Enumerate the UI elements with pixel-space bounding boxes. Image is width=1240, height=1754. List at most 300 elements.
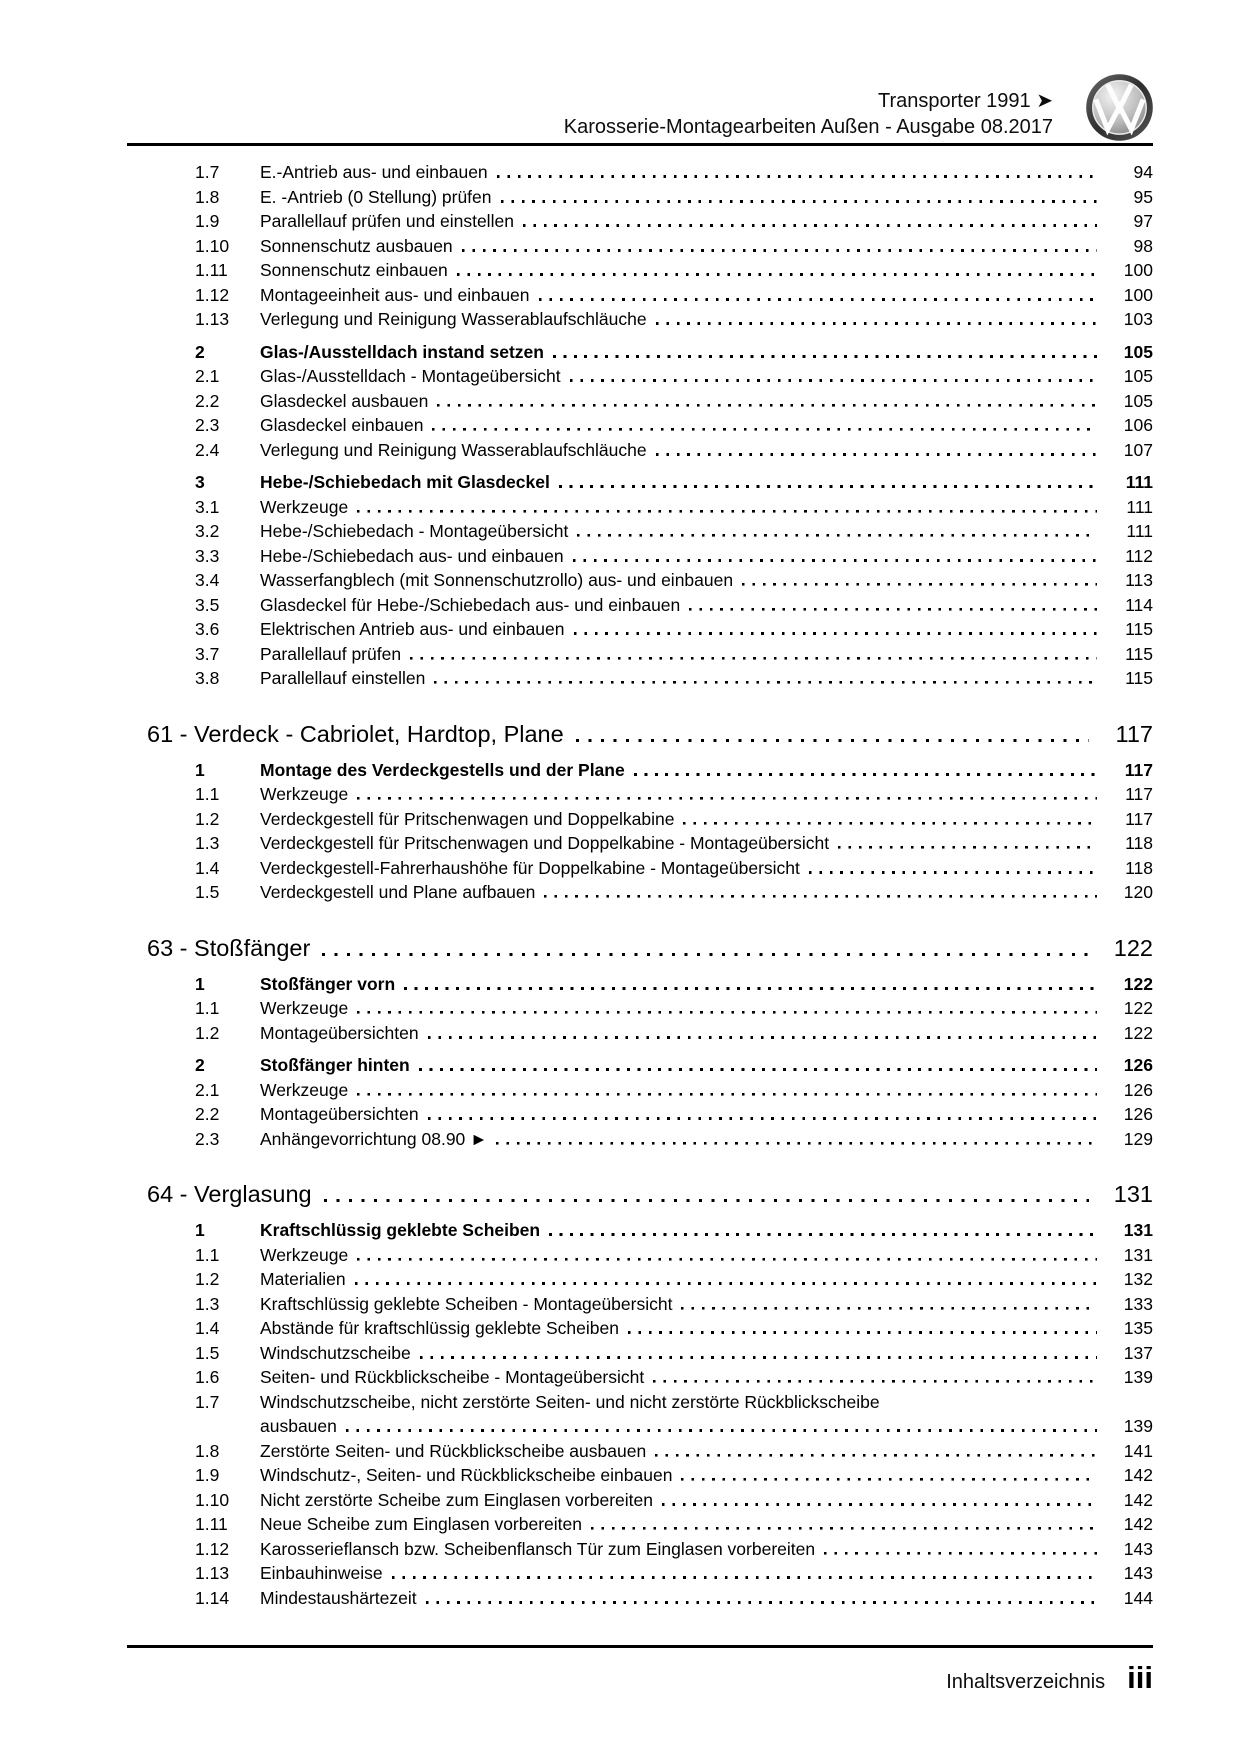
toc-entry-title: Verdeckgestell und Plane aufbauen [260,882,536,902]
dot-leader-icon [523,224,1097,227]
toc-row [127,782,1153,807]
toc-entry-title: Kraftschlüssig geklebte Scheiben - Montageübersicht [260,1293,673,1314]
toc-entry-line [260,1463,1153,1488]
dot-leader-icon [553,355,1097,358]
toc-entry-number: 1.5 [195,882,220,902]
toc-entry-line [260,996,1153,1021]
dot-leader-icon [591,1527,1097,1530]
dot-leader-icon [501,200,1097,203]
toc-entry-number: 3.1 [195,496,220,517]
toc-entry-page: 129 [1123,1128,1153,1149]
toc-entry-page: 103 [1123,309,1153,329]
toc-row [127,1243,1153,1268]
toc-entry-page: 111 [1126,496,1153,517]
dot-leader-icon [324,1199,1089,1202]
toc-entry-body [260,283,1153,308]
toc-entry-page: 94 [1133,162,1153,182]
toc-entry-page: 117 [1125,784,1153,804]
toc-entry-page: 126 [1123,1055,1153,1075]
toc-entry-number: 3.3 [195,545,220,566]
toc-entry-body [260,495,1153,520]
dot-leader-icon [838,846,1097,849]
dot-leader-icon [357,1011,1097,1014]
dot-leader-icon [457,273,1097,276]
toc-entry-line [260,1341,1153,1366]
toc-entry-body [260,1243,1153,1268]
dot-leader-icon [357,797,1097,800]
dot-leader-icon [462,249,1097,252]
toc-entry-line [260,160,1153,185]
toc-chapter-title: 61 - Verdeck - Cabriolet, Hardtop, Plane [147,720,564,747]
toc-entry-title: Seiten- und Rückblickscheibe - Montageübersicht [260,1367,645,1387]
toc-entry-line [260,1243,1153,1268]
toc-entry-title: Kraftschlüssig geklebte Scheiben [260,1220,541,1240]
toc-entry-number: 2.3 [195,1128,220,1149]
toc-entry-line [260,1053,1153,1078]
header-divider [127,143,1153,146]
toc-entry-number: 2.1 [195,366,220,386]
toc-entry-title: Sonnenschutz einbauen [260,260,448,280]
dot-leader-icon [559,485,1097,488]
dot-leader-icon [683,822,1097,825]
toc-entry-line [260,1488,1153,1513]
toc-entry-title: Einbauhinweise [260,1563,383,1583]
toc-entry-line [260,758,1153,783]
toc-entry-title: Parallellauf prüfen [260,643,402,664]
toc-entry-page: 105 [1123,341,1153,362]
toc-entry-page: 142 [1123,1489,1153,1510]
toc-row [127,519,1153,544]
toc-row [127,1053,1153,1078]
toc-entry-title: Stoßfänger vorn [260,973,396,994]
toc-entry-title: Verdeckgestell-Fahrerhaushöhe für Doppelkabine - Montageübersicht [260,857,800,878]
toc-entry-title: Hebe-/Schiebedach aus- und einbauen [260,545,564,566]
toc-entry-line [260,1021,1153,1046]
toc-row [127,470,1153,495]
toc-entry-page: 131 [1123,1244,1153,1265]
toc-row [127,972,1153,997]
toc-entry-page: 118 [1125,833,1153,853]
toc-entry-title: Verdeckgestell für Pritschenwagen und Doppelkabine - Montageübersicht [260,833,830,853]
dot-leader-icon [410,657,1097,660]
toc-row [127,1390,1153,1439]
toc-entry-line [260,593,1153,618]
toc-entry-page: 118 [1125,857,1153,878]
toc-entry-number: 1.10 [195,1489,230,1510]
toc-entry-page: 131 [1123,1220,1153,1240]
toc-entry-line [260,1127,1153,1152]
toc-entry-page: 98 [1133,235,1153,256]
toc-row [127,495,1153,520]
toc-entry-line [260,1561,1153,1586]
toc-row [127,568,1153,593]
toc-entry-title: Elektrischen Antrieb aus- und einbauen [260,619,565,639]
toc-entry-number: 1.3 [195,833,220,853]
dot-leader-icon [428,1036,1097,1039]
toc-entry-number: 1 [195,973,205,994]
toc-row [127,666,1153,691]
footer-divider [127,1645,1153,1648]
toc-entry-body [260,831,1153,856]
toc-row [127,438,1153,463]
toc-entry-number: 1.1 [195,784,220,804]
toc-entry-page: 135 [1123,1318,1153,1338]
dot-leader-icon [549,1233,1097,1236]
toc-row [127,340,1153,365]
toc-entry-line [260,307,1153,332]
toc-entry-page: 143 [1123,1538,1153,1559]
toc-entry-number: 2.4 [195,439,220,460]
dot-leader-icon [392,1576,1097,1579]
toc-entry-line [260,1512,1153,1537]
toc-entry-line [260,413,1153,438]
toc-entry-page: 137 [1123,1342,1153,1363]
footer-label: Inhaltsverzeichnis [946,1671,1106,1693]
toc-entry-body [260,1439,1153,1464]
toc-row [127,1341,1153,1366]
toc-row [127,160,1153,185]
toc-chapter-row [127,933,1153,964]
toc-row [127,258,1153,283]
toc-entry-body [260,593,1153,618]
toc-row [127,1127,1153,1152]
toc-entry-number: 1.7 [195,162,220,182]
toc-entry-body [260,1561,1153,1586]
toc-entry-number: 1.11 [195,260,228,280]
toc-entry-title: Glasdeckel für Hebe-/Schiebedach aus- und einbauen [260,594,681,615]
toc-entry-title: Werkzeuge [260,998,349,1018]
toc-entry-title-continued: ausbauen [260,1416,337,1436]
toc-entry-title: E. -Antrieb (0 Stellung) prüfen [260,186,492,207]
toc-entry-body [260,758,1153,783]
toc-entry-page: 122 [1123,973,1153,994]
toc-entry-title: Werkzeuge [260,1079,349,1100]
toc-entry-line [260,519,1153,544]
toc-entry-line [260,544,1153,569]
toc-entry-line [260,389,1153,414]
toc-entry-title: Parallellauf einstellen [260,668,426,688]
toc-row [127,1439,1153,1464]
toc-entry-page: 132 [1123,1269,1153,1289]
toc-row [127,413,1153,438]
toc-entry-title: Werkzeuge [260,496,349,517]
toc-entry-number: 3.8 [195,668,220,688]
toc-entry-page: 115 [1125,619,1153,639]
toc-entry-page: 117 [1125,808,1153,829]
toc-row [127,1267,1153,1292]
toc-entry-number: 1.8 [195,186,220,207]
toc-entry-body [260,1390,1153,1439]
toc-entry-title: Karosserieflansch bzw. Scheibenflansch Tür zum Einglasen vorbereiten [260,1538,816,1559]
toc-entry-line [260,283,1153,308]
toc-chapter-title: 63 - Stoßfänger [147,934,311,961]
toc-entry-body [260,413,1153,438]
toc-entry-title: Windschutz-, Seiten- und Rückblickscheibe einbauen [260,1465,673,1485]
toc-entry-body [260,1586,1153,1611]
toc-entry-body [260,568,1153,593]
toc-entry-number: 1.2 [195,1022,220,1043]
toc-entry-title: Anhängevorrichtung 08.90 ► [260,1128,488,1149]
toc-entry-number: 2 [195,1055,205,1075]
toc-entry-number: 1 [195,1220,205,1240]
toc-entry-title: Abstände für kraftschlüssig geklebte Scheiben [260,1318,619,1338]
toc-entry-page: 141 [1123,1440,1153,1461]
toc-entry-title: Werkzeuge [260,1244,349,1265]
toc-entry-body [260,666,1153,691]
toc-entry-number: 1.10 [195,235,230,256]
dot-leader-icon [357,510,1097,513]
dot-leader-icon [539,298,1097,301]
toc-entry-number: 1.9 [195,211,220,231]
toc-entry-title: Glas-/Ausstelldach instand setzen [260,341,544,362]
toc-entry-line [260,364,1153,389]
dot-leader-icon [681,1307,1097,1310]
toc-row [127,1463,1153,1488]
toc-entry-page: 111 [1126,521,1153,541]
toc-entry-title: Glasdeckel einbauen [260,415,424,435]
toc-entry-line [260,1316,1153,1341]
toc-entry-number: 1.12 [195,1538,230,1559]
toc-entry-body [260,1316,1153,1341]
toc-entry-page: 105 [1123,390,1153,411]
toc-row [127,364,1153,389]
toc-entry-title: Windschutzscheibe [260,1342,411,1363]
dot-leader-icon [576,739,1089,742]
page-header [127,88,1053,140]
toc-entry-line [260,617,1153,642]
toc-entry-line [260,807,1153,832]
toc-entry-title: Hebe-/Schiebedach mit Glasdeckel [260,472,550,492]
toc-entry-page: 95 [1133,186,1153,207]
toc-entry-title: Montageeinheit aus- und einbauen [260,284,530,305]
toc-entry-body [260,470,1153,495]
toc-entry-body [260,185,1153,210]
toc-entry-title: Parallellauf prüfen und einstellen [260,211,514,231]
dot-leader-icon [496,1142,1097,1145]
toc-entry-body [260,209,1153,234]
toc-entry-body [260,544,1153,569]
toc-entry-number: 1.13 [195,1563,230,1583]
toc-row [127,389,1153,414]
toc-row [127,1292,1153,1317]
toc-row [127,1021,1153,1046]
toc-entry-number: 1.2 [195,808,220,829]
toc-entry-page: 113 [1125,570,1153,590]
toc-row [127,307,1153,332]
toc-entry-line [260,856,1153,881]
toc-entry-title: Verdeckgestell für Pritschenwagen und Doppelkabine [260,808,675,829]
dot-leader-icon [742,583,1097,586]
toc-entry-line [260,340,1153,365]
dot-leader-icon [570,379,1097,382]
toc-entry-page: 115 [1125,668,1153,688]
toc-entry-page: 139 [1123,1367,1153,1387]
toc-entry-line [260,568,1153,593]
toc-entry-title: Mindestaushärtezeit [260,1587,417,1608]
toc-entry-number: 2.2 [195,1104,220,1124]
toc-entry-body [260,1365,1153,1390]
toc-row [127,1586,1153,1611]
toc-chapter-row [127,719,1153,750]
toc-row [127,209,1153,234]
toc-entry-line [260,1078,1153,1103]
toc-entry-body [260,642,1153,667]
toc-entry-body [260,996,1153,1021]
toc-entry-title: Windschutzscheibe, nicht zerstörte Seiten- und nicht zerstörte Rückblickscheibe [260,1391,880,1412]
toc-entry-number: 1 [195,759,205,780]
footer-page-number: iii [1127,1660,1153,1695]
vw-logo-icon [1083,71,1156,144]
toc-entry-number: 1.11 [195,1514,228,1534]
toc-row [127,1102,1153,1127]
dot-leader-icon [655,1454,1097,1457]
toc-entry-body [260,1078,1153,1103]
toc-row [127,1316,1153,1341]
toc-entry-page: 111 [1125,472,1153,492]
toc-entry-page: 106 [1123,415,1153,435]
dot-leader-icon [419,1068,1097,1071]
toc-entry-number: 3.6 [195,619,220,639]
toc-entry-title: Materialien [260,1269,346,1289]
dot-leader-icon [662,1503,1097,1506]
toc-entry-page: 139 [1123,1416,1153,1436]
dot-leader-icon [346,1429,1097,1432]
dot-leader-icon [432,428,1097,431]
toc-entry-line [260,1439,1153,1464]
dot-leader-icon [577,534,1097,537]
dot-leader-icon [426,1601,1097,1604]
toc-entry-page: 142 [1123,1465,1153,1485]
toc-entry-title: Glas-/Ausstelldach - Montageübersicht [260,366,561,386]
dot-leader-icon [653,1380,1097,1383]
toc-entry-title: Montageübersichten [260,1104,419,1124]
toc-row [127,617,1153,642]
toc-entry-body [260,782,1153,807]
toc-entry-line [260,1267,1153,1292]
toc-entry-line [260,666,1153,691]
toc-entry-page: 100 [1123,260,1153,280]
toc-entry-body [260,1537,1153,1562]
toc-entry-title: Verlegung und Reinigung Wasserablaufschläuche [260,439,647,460]
toc-entry-page: 126 [1123,1104,1153,1124]
toc-entry-line [260,1102,1153,1127]
toc-entry-number: 1.14 [195,1587,230,1608]
toc-entry-title-line [260,1390,1153,1415]
toc-entry-body [260,856,1153,881]
toc-chapter-title: 64 - Verglasung [147,1181,312,1207]
toc-chapter-page: 117 [1115,720,1153,747]
toc-entry-number: 1.4 [195,857,220,878]
toc-entry-number: 1.9 [195,1465,220,1485]
toc-entry-body [260,1512,1153,1537]
toc-row [127,1218,1153,1243]
toc-entry-body [260,617,1153,642]
toc-entry-body [260,1053,1153,1078]
toc-entry-body [260,1127,1153,1152]
header-doc-title: Karosserie-Montagearbeiten Außen - Ausgabe 08.2017 [563,116,1053,138]
toc-entry-number: 1.7 [195,1391,220,1412]
toc-entry-line [260,438,1153,463]
toc-entry-page: 142 [1123,1514,1153,1534]
toc-entry-number: 2.3 [195,415,220,435]
toc-entry-body [260,438,1153,463]
toc-entry-page: 143 [1123,1563,1153,1583]
toc-entry-line [260,831,1153,856]
toc-entry-body [260,519,1153,544]
toc-row [127,1078,1153,1103]
dot-leader-icon [544,895,1097,898]
toc-entry-number: 1.13 [195,309,230,329]
toc-entry-body [260,972,1153,997]
toc-row [127,234,1153,259]
toc-entry-line [260,1537,1153,1562]
toc-entry-line [260,185,1153,210]
toc-entry-body [260,234,1153,259]
toc-entry-page: 115 [1125,643,1153,664]
toc-entry-number: 2 [195,341,205,362]
dot-leader-icon [656,453,1097,456]
toc-entry-page: 105 [1123,366,1153,386]
toc-row [127,1512,1153,1537]
toc-row [127,807,1153,832]
toc-row [127,544,1153,569]
dot-leader-icon [681,1478,1097,1481]
header-model-line: Transporter 1991 ➤ [878,90,1053,112]
dot-leader-icon [689,608,1097,611]
toc-entry-line [260,880,1153,905]
toc-entry-line [260,209,1153,234]
toc-entry-page: 100 [1123,284,1153,305]
toc-entry-body [260,1267,1153,1292]
toc-entry-number: 3.7 [195,643,220,664]
dot-leader-icon [656,322,1097,325]
toc-entry-number: 3 [195,472,205,492]
toc-row [127,831,1153,856]
toc-entry-continuation-line [260,1414,1153,1439]
toc-entry-title: Sonnenschutz ausbauen [260,235,453,256]
toc-entry-body [260,258,1153,283]
toc-entry-page: 122 [1123,1022,1153,1043]
toc-entry-line [260,782,1153,807]
toc-entry-number: 3.2 [195,521,220,541]
toc-entry-number: 1.4 [195,1318,220,1338]
toc-row [127,856,1153,881]
toc-entry-title: Stoßfänger hinten [260,1055,410,1075]
toc-entry-page: 112 [1125,545,1153,566]
toc-entry-number: 1.1 [195,1244,220,1265]
dot-leader-icon [355,1282,1097,1285]
toc-entry-body [260,1218,1153,1243]
toc-row [127,283,1153,308]
toc-entry-body [260,807,1153,832]
toc-entry-body [260,1463,1153,1488]
toc-entry-body [260,1292,1153,1317]
dot-leader-icon [634,773,1097,776]
toc-entry-body [260,364,1153,389]
toc-entry-page: 144 [1123,1587,1153,1608]
toc-entry-page: 107 [1123,439,1153,460]
toc-entry-title: Werkzeuge [260,784,349,804]
toc-entry-title: Hebe-/Schiebedach - Montageübersicht [260,521,569,541]
dot-leader-icon [322,953,1089,956]
dot-leader-icon [628,1331,1097,1334]
toc-entry-title: Glasdeckel ausbauen [260,390,429,411]
toc-entry-title: Neue Scheibe zum Einglasen vorbereiten [260,1514,582,1534]
toc-entry-number: 3.5 [195,594,220,615]
toc-entry-number: 1.6 [195,1367,220,1387]
toc-row [127,642,1153,667]
table-of-contents [127,160,1153,1610]
